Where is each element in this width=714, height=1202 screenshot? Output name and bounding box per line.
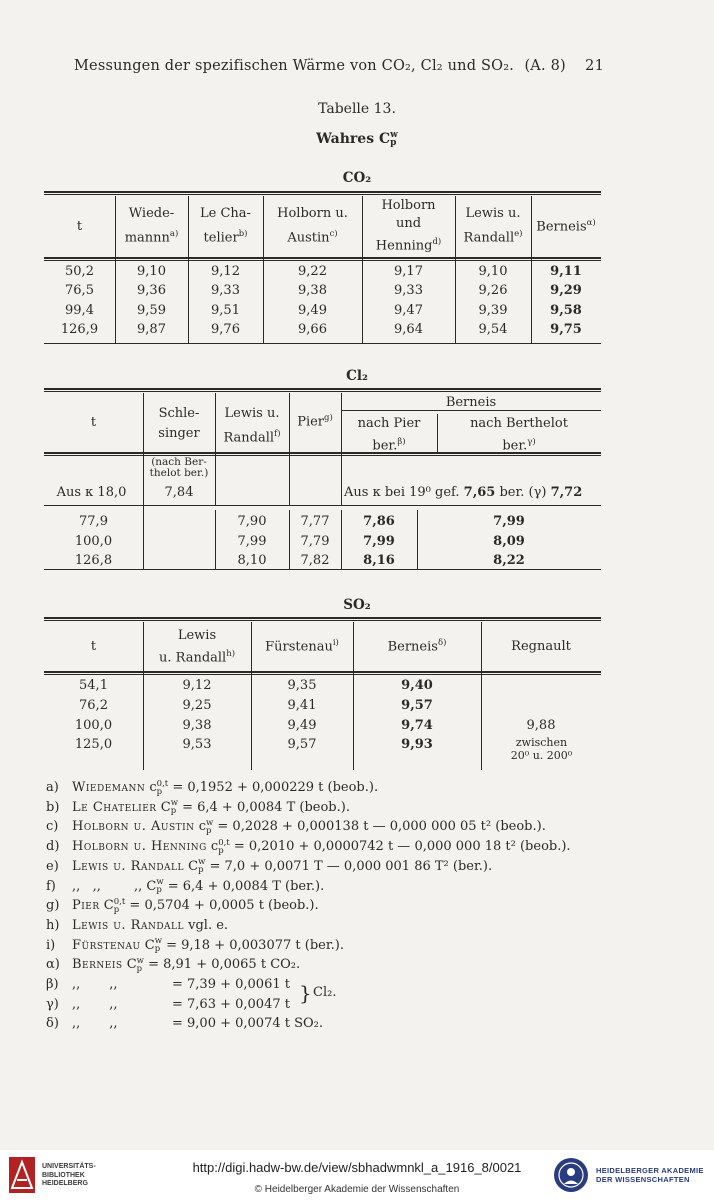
table-row: 100,0 7,99 7,79 7,99 8,09 xyxy=(74,533,525,549)
table-row: 50,2 9,10 9,12 9,22 9,17 9,10 9,11 xyxy=(65,264,582,279)
footnote: γ) ,, ,, = 7,63 + 0,0047 t xyxy=(46,996,290,1012)
co2-col-wiedemann: Wiede- mannn$^{a)}$ xyxy=(124,205,179,246)
running-head-ref: (A. 8) xyxy=(524,58,566,74)
co2-body xyxy=(44,262,601,339)
table-row: 76,2 9,25 9,41 9,57 xyxy=(79,697,433,713)
table-title: Wahres Cw p xyxy=(316,130,398,148)
table-row: 126,8 8,10 7,82 8,16 8,22 xyxy=(74,553,525,568)
footnote: α) Berneis Cw p = 8,91 + 0,0065 t CO₂. xyxy=(46,955,301,974)
co2-heading: CO₂ xyxy=(342,170,372,186)
university-library-name: UNIVERSITÄTS- BIBLIOTHEK HEIDELBERG xyxy=(42,1163,96,1187)
cl2-col-nach-berthelot: nach Berthelot ber.$^{\gamma)}$ xyxy=(470,416,568,454)
table-row: 99,4 9,59 9,51 9,49 9,47 9,39 9,58 xyxy=(65,302,582,318)
cl2-col-pier: Pier$^{g)}$ xyxy=(297,413,333,430)
cl2-berthelot-note: (nach Ber- thelot ber.) xyxy=(149,456,209,479)
footnote: β) ,, ,, = 7,39 + 0,0061 t xyxy=(46,977,290,993)
co2-bottom-rule xyxy=(44,343,601,344)
footnote: c) Holborn u. Austin cw p = 0,2028 + 0,000138 t — 0,000 000 05 t² (beob.). xyxy=(46,817,546,836)
cl2-heading: Cl₂ xyxy=(346,368,368,384)
cl2-col-schlesinger: Schle- singer xyxy=(158,406,200,441)
so2-heading: SO₂ xyxy=(343,597,371,613)
cl2-col-nach-pier: nach Pier ber.$^{\beta)}$ xyxy=(357,416,421,454)
so2-col-regnault: Regnault xyxy=(511,639,571,654)
so2-top-rule xyxy=(44,617,601,621)
cl2-col-t: t xyxy=(90,415,97,430)
so2-col-t: t xyxy=(90,639,97,654)
cl2-top-rule xyxy=(44,388,601,392)
co2-col-t: t xyxy=(76,218,83,234)
footnote: f) ,, ,, ,, Cw p = 6,4 + 0,0084 T (ber.). xyxy=(46,877,325,896)
source-url[interactable]: http://digi.hadw-bw.de/view/sbhadwmnkl_a_1916_8/0021 xyxy=(192,1160,522,1175)
footnote: d) Holborn u. Henning c0,t p = 0,2010 + 0,0000742 t — 0,000 000 18 t² (beob.). xyxy=(46,837,571,856)
footnote: δ) ,, ,, = 9,00 + 0,0074 t SO₂. xyxy=(46,1016,324,1032)
brace: } xyxy=(299,981,312,1005)
so2-col-fuerstenau: Fürstenau$^{i)}$ xyxy=(265,638,339,655)
table-row: 77,9 7,90 7,77 7,86 7,99 xyxy=(79,514,525,529)
so2-header-rule xyxy=(44,671,601,675)
table-label: Tabelle 13. xyxy=(318,101,396,117)
footnote: i) Fürstenau Cw p = 9,18 + 0,003077 t (ber.). xyxy=(46,936,344,955)
co2-col-holborn-henning: Holborn und Henning$^{d)}$ xyxy=(375,197,442,254)
table-row: 125,0 9,53 9,57 9,93 xyxy=(74,737,433,753)
co2-col-holborn-austin: Holborn u. Austin$^{c)}$ xyxy=(277,205,348,246)
footnote: g) Pier C0,t p = 0,5704 + 0,0005 t (beob.). xyxy=(46,896,319,915)
regnault-note: zwischen 20⁰ u. 200⁰ xyxy=(510,736,573,762)
academy-name: HEIDELBERGER AKADEMIE DER WISSENSCHAFTEN xyxy=(596,1166,704,1184)
footnote: a) Wiedemann c0,t p = 0,1952 + 0,000229 t (beob.). xyxy=(46,778,379,797)
table-row: 126,9 9,87 9,76 9,66 9,64 9,54 9,75 xyxy=(60,321,582,337)
so2-header xyxy=(44,622,601,671)
page-number: 21 xyxy=(585,58,604,74)
co2-col-berneis: Berneis$^{\alpha)}$ xyxy=(536,217,596,235)
co2-col-lewis-randall: Lewis u. Randall$^{e)}$ xyxy=(463,205,523,246)
co2-header-rule xyxy=(44,257,601,261)
running-head xyxy=(74,58,604,74)
table-row: 54,1 9,12 9,35 9,40 xyxy=(79,678,433,693)
co2-col-lechatelier: Le Cha- telier$^{b)}$ xyxy=(200,205,251,246)
table-row: 100,0 9,38 9,49 9,74 9,88 xyxy=(74,717,556,733)
footnote: b) Le Chatelier Cw p = 6,4 + 0,0084 T (beob.). xyxy=(46,798,350,817)
copyright: © Heidelberger Akademie der Wissenschaften xyxy=(254,1184,460,1195)
co2-top-rule xyxy=(44,191,601,195)
so2-col-lewis-randall: Lewis u. Randall$^{h)}$ xyxy=(158,627,236,666)
cl2-col-lewis-randall: Lewis u. Randall$^{f)}$ xyxy=(223,406,281,446)
footnote: e) Lewis u. Randall Cw p = 7,0 + 0,0071 T — 0,000 001 86 T² (ber.). xyxy=(46,857,493,876)
cl2-body xyxy=(44,512,601,571)
table-row: 76,5 9,36 9,33 9,38 9,33 9,26 9,29 xyxy=(65,283,582,299)
cl2-brace-label: Cl₂. xyxy=(313,985,337,1000)
academy-seal-icon xyxy=(553,1157,589,1193)
running-head-title: Messungen der spezifischen Wärme von CO₂, Cl₂ und SO₂. xyxy=(74,58,515,74)
so2-col-berneis: Berneis$^{\delta)}$ xyxy=(387,638,447,655)
footnote: h) Lewis u. Randall vgl. e. xyxy=(46,917,229,933)
co2-header xyxy=(44,196,601,256)
cl2-col-berneis: Berneis xyxy=(445,395,497,410)
